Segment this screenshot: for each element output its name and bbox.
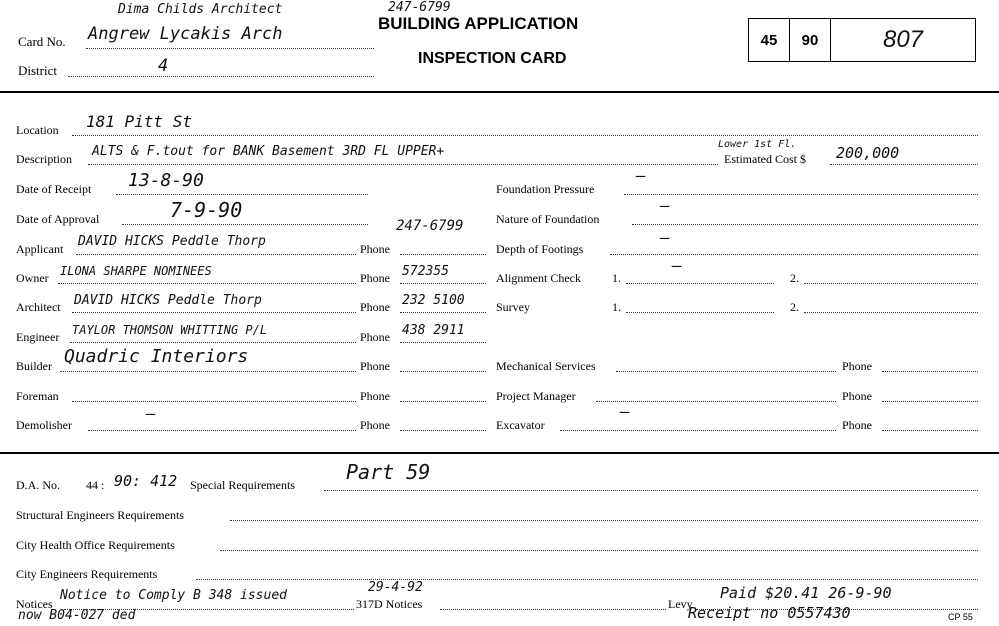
demolisher-phone-label: Phone — [360, 418, 390, 432]
estimated-cost-label: Estimated Cost $ — [724, 152, 806, 166]
mechanical-phone-label: Phone — [842, 359, 872, 373]
project-manager-label: Project Manager — [496, 389, 576, 403]
foundation-pressure-label: Foundation Pressure — [496, 182, 595, 196]
applicant-value: DAVID HICKS Peddle Thorp — [78, 234, 266, 249]
applicant-phone-label: Phone — [360, 242, 390, 256]
notices-value-2: now B04-027 ded — [18, 608, 136, 623]
applicant-label: Applicant — [16, 242, 64, 256]
box-1: 45 — [749, 19, 790, 61]
notice-date: 29-4-92 — [368, 580, 423, 595]
owner-value: ILONA SHARPE NOMINEES — [60, 264, 212, 278]
divider-bottom — [0, 452, 999, 454]
special-requirements-value: Part 59 — [346, 460, 431, 484]
city-engineers-label: City Engineers Requirements — [16, 567, 158, 581]
survey-1-label: 1. — [612, 300, 621, 314]
date-approval-label: Date of Approval — [16, 212, 100, 226]
description-value: ALTS & F.tout for BANK Basement 3RD FL UPPER+ — [92, 144, 445, 159]
applicant-phone: 247-6799 — [396, 218, 464, 234]
project-manager-phone-label: Phone — [842, 389, 872, 403]
notices-label: Notices — [16, 597, 53, 611]
excavator-value: — — [620, 402, 630, 421]
alignment-2-label: 2. — [790, 271, 799, 285]
depth-footings-label: Depth of Footings — [496, 242, 584, 256]
card-no-value: Angrew Lycakis Arch — [88, 24, 283, 44]
health-label: City Health Office Requirements — [16, 538, 175, 552]
da-value: 90: 412 — [114, 472, 178, 490]
engineer-label: Engineer — [16, 330, 60, 344]
receipt-value: Receipt no 0557430 — [688, 604, 851, 622]
box-2: 90 — [790, 19, 831, 61]
foreman-label: Foreman — [16, 389, 59, 403]
depth-footings-value: — — [660, 228, 670, 247]
engineer-phone-label: Phone — [360, 330, 390, 344]
divider-top — [0, 91, 999, 93]
alignment-1-value: — — [672, 256, 682, 275]
nature-foundation-value: — — [660, 196, 670, 215]
architect-phone: 232 5100 — [402, 293, 465, 308]
levy-label: Levy — [668, 597, 693, 611]
special-requirements-label: Special Requirements — [190, 478, 295, 492]
description-label: Description — [16, 152, 72, 166]
excavator-label: Excavator — [496, 418, 545, 432]
architect-value: DAVID HICKS Peddle Thorp — [74, 293, 262, 308]
alignment-1-label: 1. — [612, 271, 621, 285]
excavator-phone-label: Phone — [842, 418, 872, 432]
location-value: 181 Pitt St — [86, 112, 192, 131]
mechanical-label: Mechanical Services — [496, 359, 596, 373]
da-prefix: 44 : — [86, 478, 105, 492]
owner-phone: 572355 — [402, 264, 449, 279]
architect-label: Architect — [16, 300, 61, 314]
foundation-pressure-value: — — [636, 166, 646, 185]
builder-phone-label: Phone — [360, 359, 390, 373]
district-label: District — [18, 63, 57, 78]
engineer-value: TAYLOR THOMSON WHITTING P/L — [72, 323, 268, 337]
foreman-phone-label: Phone — [360, 389, 390, 403]
alignment-label: Alignment Check — [496, 271, 581, 285]
form-title: BUILDING APPLICATION — [378, 14, 579, 33]
box-3: 807 — [882, 26, 924, 53]
architect-phone-label: Phone — [360, 300, 390, 314]
da-label: D.A. No. — [16, 478, 60, 492]
demolisher-label: Demolisher — [16, 418, 72, 432]
card-no-value-top: Dima Childs Architect — [118, 2, 283, 17]
lower-note: Lower 1st Fl. — [718, 139, 797, 150]
levy-value: Paid $20.41 26-9-90 — [720, 584, 892, 602]
owner-phone-label: Phone — [360, 271, 390, 285]
date-receipt-label: Date of Receipt — [16, 182, 92, 196]
317d-notices-label: 317D Notices — [356, 597, 423, 611]
top-phone: 247-6799 — [388, 0, 451, 15]
district-value: 4 — [158, 56, 169, 76]
card-number-boxes — [748, 18, 976, 62]
notices-value: Notice to Comply B 348 issued — [60, 588, 287, 603]
card-no-label: Card No. — [18, 34, 66, 49]
date-approval-value: 7-9-90 — [170, 198, 243, 222]
survey-2-label: 2. — [790, 300, 799, 314]
form-code: CP 55 — [948, 612, 973, 622]
nature-foundation-label: Nature of Foundation — [496, 212, 600, 226]
form-subtitle: INSPECTION CARD — [418, 50, 567, 67]
demolisher-value: — — [146, 404, 156, 423]
builder-value: Quadric Interiors — [64, 346, 249, 367]
estimated-cost-value: 200,000 — [836, 144, 900, 162]
date-receipt-value: 13-8-90 — [128, 170, 204, 191]
engineer-phone: 438 2911 — [402, 323, 465, 338]
location-label: Location — [16, 123, 59, 137]
structural-label: Structural Engineers Requirements — [16, 508, 184, 522]
builder-label: Builder — [16, 359, 52, 373]
owner-label: Owner — [16, 271, 49, 285]
survey-label: Survey — [496, 300, 530, 314]
